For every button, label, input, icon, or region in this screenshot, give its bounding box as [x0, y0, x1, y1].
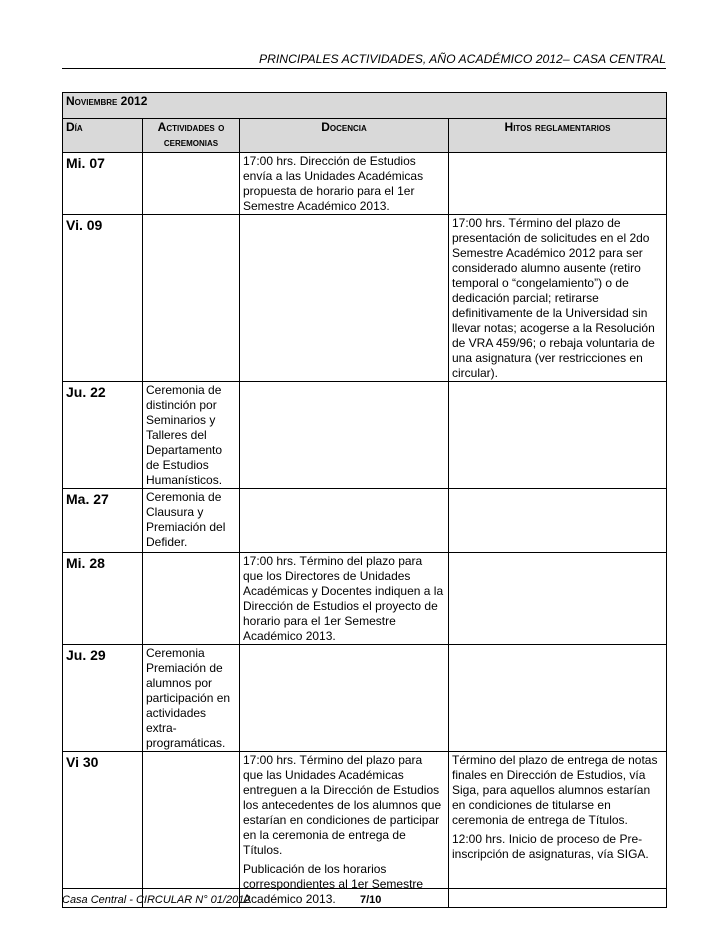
footer-divider — [62, 888, 666, 889]
hitos-text: 12:00 hrs. Inicio de proceso de Pre-inscripción de asignaturas, vía SIGA. — [452, 832, 649, 861]
header-divider — [62, 68, 666, 69]
row-docencia — [240, 489, 449, 553]
docencia-text: Publicación de los horarios correspondientes al 1er Semestre Académico 2013. — [243, 862, 424, 906]
row-hitos — [449, 553, 667, 645]
row-day: Ju. 29 — [63, 645, 143, 752]
column-header-dia: Día — [63, 119, 143, 153]
table-row — [63, 153, 667, 215]
row-docencia — [240, 382, 449, 489]
column-header-docencia: Docencia — [240, 119, 449, 153]
row-hitos — [449, 645, 667, 752]
table-row — [63, 645, 667, 752]
row-hitos — [449, 153, 667, 215]
footer-page-number: 7/10 — [360, 894, 382, 906]
row-docencia — [240, 553, 449, 645]
month-title: Noviembre 2012 — [63, 93, 667, 119]
row-docencia — [240, 215, 449, 382]
table-row — [63, 215, 667, 382]
month-row — [63, 93, 667, 119]
schedule-table — [62, 92, 667, 908]
row-day: Ma. 27 — [63, 489, 143, 553]
row-actividades: Ceremonia Premiación de alumnos por participación en actividades extra-programáticas. — [143, 645, 240, 752]
row-day: Ju. 22 — [63, 382, 143, 489]
column-header-row — [63, 119, 667, 153]
row-hitos — [449, 215, 667, 382]
table-row — [63, 382, 667, 489]
row-docencia — [240, 153, 449, 215]
docencia-text: 17:00 hrs. Dirección de Estudios envía a las Unidades Académicas propuesta de horario para el 1er Semestre Académico 2013. — [243, 154, 424, 213]
row-actividades — [143, 215, 240, 382]
hitos-text: 17:00 hrs. Término del plazo de presentación de solicitudes en el 2do Semestre Académico 2012 para ser considerado alumno ausente (retiro temporal o “congelamiento”) o de dedicación parcial; retirarse definitivamente de la Universidad sin llevar notas; acogerse a la Resolución de VRA 459/96; o rebaja voluntaria de una asignatura (ver restricciones en circular). — [452, 216, 655, 380]
row-day: Vi 30 — [63, 752, 143, 908]
row-day: Mi. 07 — [63, 153, 143, 215]
row-actividades — [143, 153, 240, 215]
row-day: Mi. 28 — [63, 553, 143, 645]
row-hitos — [449, 489, 667, 553]
hitos-text: Término del plazo de entrega de notas finales en Dirección de Estudios, vía Siga, para aquellos alumnos estarían en condiciones de titularse en ceremonia de entrega de Títulos. — [452, 753, 658, 827]
table-row — [63, 489, 667, 553]
page-header-title: PRINCIPALES ACTIVIDADES, AÑO ACADÉMICO 2012– CASA CENTRAL — [258, 52, 666, 66]
column-header-actividades: Actividades o ceremonias — [143, 119, 240, 153]
footer-circular-label: Casa Central - CIRCULAR N° 01/2012 — [62, 894, 251, 906]
column-header-hitos: Hitos reglamentarios — [449, 119, 667, 153]
row-actividades: Ceremonia de distinción por Seminarios y Talleres del Departamento de Estudios Humanísticos. — [143, 382, 240, 489]
row-actividades — [143, 752, 240, 908]
row-actividades: Ceremonia de Clausura y Premiación del Defider. — [143, 489, 240, 553]
docencia-text: 17:00 hrs. Término del plazo para que las Unidades Académicas entreguen a la Dirección de Estudios los antecedentes de los alumnos que estarían en condiciones de participar en la ceremonia de entrega de Títulos. — [243, 753, 442, 857]
row-hitos — [449, 382, 667, 489]
row-hitos — [449, 752, 667, 908]
row-day: Vi. 09 — [63, 215, 143, 382]
docencia-text: 17:00 hrs. Término del plazo para que los Directores de Unidades Académicas y Docentes indiquen a la Dirección de Estudios el proyecto de horario para el 1er Semestre Académico 2013. — [243, 554, 444, 643]
row-docencia — [240, 752, 449, 908]
row-actividades — [143, 553, 240, 645]
table-row — [63, 553, 667, 645]
table-row — [63, 752, 667, 908]
row-docencia — [240, 645, 449, 752]
